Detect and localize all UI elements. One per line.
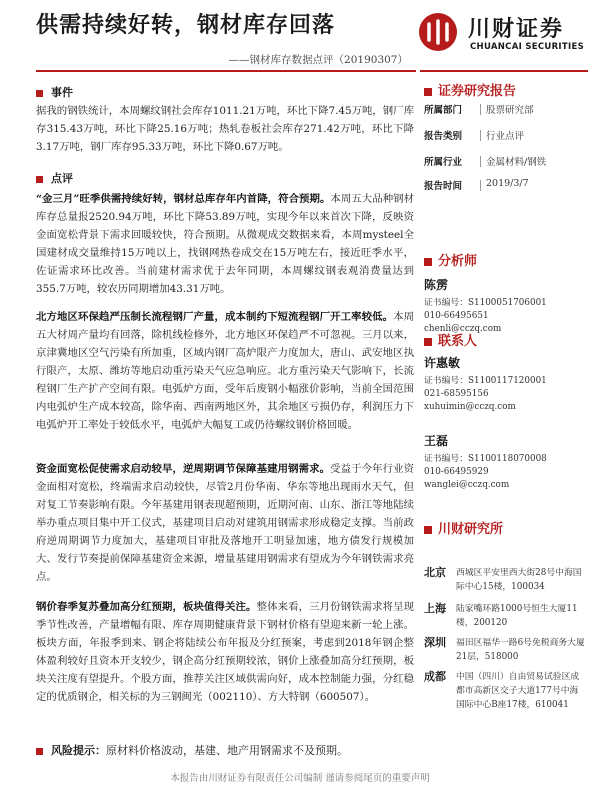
contact-email: wanglei@cczq.com (424, 480, 510, 490)
contact-cert: 证书编号：S1100118070008 (424, 454, 547, 464)
address-text-chengdu: 中国（四川）自由贸易试验区成都市高新区交子大道177号中海国际中心B座17楼，610041 (456, 672, 580, 710)
address-text-beijing: 西城区平安里西大街28号中海国际中心15楼，100034 (456, 568, 582, 592)
analyst-card (424, 276, 547, 336)
square-bullet-icon (36, 748, 43, 755)
contact-name: 王磊 (424, 434, 449, 448)
header-divider-right (420, 70, 588, 72)
logo-text-cn: 川财证券 (468, 17, 565, 42)
address-text-shanghai: 陆家嘴环路1000号恒生大厦11楼，200120 (456, 604, 578, 628)
analyst-name: 陈雳 (424, 278, 449, 292)
analyst-phone: 010-66495651 (424, 311, 489, 321)
risk-heading: 风险提示： (51, 744, 106, 757)
risk-text: 原材料价格波动，基建、地产用钢需求不及预期。 (106, 744, 348, 757)
square-bullet-icon (36, 176, 43, 183)
report-title: 供需持续好转，钢材库存回落 (36, 13, 336, 38)
analyst-email: chenli@cczq.com (424, 324, 502, 334)
page-footer: 本报告由川财证券有限责任公司编制 谨请参阅尾页的重要声明 (170, 773, 430, 784)
address-city-shenzhen: 深圳 (424, 636, 446, 649)
square-bullet-icon (424, 338, 432, 346)
risk-line (36, 742, 348, 758)
contact-card-1 (424, 354, 547, 414)
meta-row-department: 所属部门 股票研究部 (424, 102, 590, 126)
contact-name: 许惠敏 (424, 356, 461, 370)
logo-text-en: CHUANCAI SECURITIES (470, 42, 584, 52)
contact-phone: 010-66495929 (424, 467, 489, 477)
event-paragraph: 据我的钢铁统计，本周螺纹钢社会库存1011.21万吨，环比下降7.45万吨，钢厂库存315.43万吨，环比下降25.16万吨；热轧卷板社会库存271.42万吨，环比下降3.17万吨，钢厂库存95.33万吨，环比下降0.67万吨。 (36, 105, 414, 153)
address-text-shenzhen: 福田区福华一路6号免税商务大厦21层，518000 (456, 638, 585, 662)
meta-row-date: 报告时间 2019/3/7 (424, 178, 529, 192)
comment-paragraph-4: 钢价春季复苏叠加高分红预期，板块值得关注。整体来看，三月份钢铁需求将呈现季节性改善，产量增幅有限、库存周期健康背景下钢材价格有望迎来新一轮上涨。板块方面，年报季到来、钢企将陆续公布年报及分红预案，考虑到2018年钢企整体盈利较好且资本开支较少，钢企高分红预期较浓，钢价上涨叠加高分红预期，板块关注度有望提升。个股方面，推荐关注区域供需向好，成本控制能力强，分红稳定的优质钢企，相关标的为三钢闽光（002110）、方大特钢（600507）。 (36, 601, 415, 703)
meta-row-category: 报告类别 行业点评 (424, 128, 590, 152)
comment-paragraph-2: 北方地区环保趋严压制长流程钢厂产量，成本制约下短流程钢厂开工率较低。本周五大材周产量均有回落，除机线检修外，北方地区环保趋严不可忽视。三月以来，京津冀地区空气污染有所加重，区域内钢厂高炉限产力度加大，唐山、武安地区执行限产，太原、潍坊等地启动重污染天气应急响应。北方重污染天气影响下，长流程钢厂生产扩产空间有限。电弧炉方面，受年后废钢小幅涨价影响，当前全国范围内电弧炉生产成本较高，除华南、西南两地区外，其余地区亏损仍存，利润压力下电弧炉开工率处于较低水平，电弧炉大幅复工或仍待螺纹钢价格回暖。 (36, 311, 415, 431)
contact-card-2 (424, 432, 547, 492)
logo-mark-icon (418, 12, 458, 52)
event-heading: 事件 (36, 84, 73, 100)
address-city-shanghai: 上海 (424, 602, 446, 615)
square-bullet-icon (36, 90, 43, 97)
square-bullet-icon (424, 258, 432, 266)
square-bullet-icon (424, 88, 432, 96)
header-divider (36, 70, 416, 72)
report-info-heading: 证券研究报告 (424, 80, 516, 99)
meta-row-industry: 所属行业 金属材料/钢铁 (424, 154, 590, 178)
contact-email: xuhuimin@cczq.com (424, 402, 516, 412)
contact-heading: 联系人 (424, 330, 477, 349)
contact-phone: 021-68595156 (424, 389, 489, 399)
analyst-cert: 证书编号：S1100051706001 (424, 298, 547, 308)
analyst-heading: 分析师 (424, 250, 477, 269)
square-bullet-icon (424, 526, 432, 534)
report-subtitle: ——钢材库存数据点评（20190307） (228, 54, 408, 66)
comment-heading: 点评 (36, 170, 73, 186)
comment-paragraph-1: “金三月”旺季供需持续好转，钢材总库存年内首降，符合预期。本周五大品种钢材库存总量报2520.94万吨，环比下降53.89万吨，实现今年以来首次下降，反映资金面宽松背景下需求回暖较快，符合预期。从微观成交数据来看，本周mysteel全国建材成交量维持15万吨以上，找钢网热卷成交在15万吨左右，接近旺季水平，佐证需求环比改善。当前建材需求优于去年同期，本周螺纹钢表观消费量达到355.7万吨，较农历同期增加43.31万吨。 (36, 193, 415, 295)
company-heading: 川财研究所 (424, 518, 503, 537)
contact-cert: 证书编号：S1100117120001 (424, 376, 547, 386)
address-city-beijing: 北京 (424, 566, 446, 579)
comment-paragraph-3: 资金面宽松促使需求启动较早，逆周期调节保障基建用钢需求。受益于今年行业资金面相对宽松，终端需求启动较快，尽管2月份华南、华东等地出现雨水天气，但对复工节奏影响有限。今年基建用钢表现超预期，近期河南、山东、浙江等地陆续举办重点项目集中开工仪式，基建项目启动对建筑用钢需求形成稳定支撑。当前政府逆周期调节力度加大，基建项目审批及落地开工明显加速，地方债发行规模加大、发行节奏提前保障基建资金来源，增量基建用钢需求有望成为今年钢铁需求亮点。 (36, 463, 415, 583)
company-logo (418, 10, 588, 56)
address-city-chengdu: 成都 (424, 670, 446, 683)
